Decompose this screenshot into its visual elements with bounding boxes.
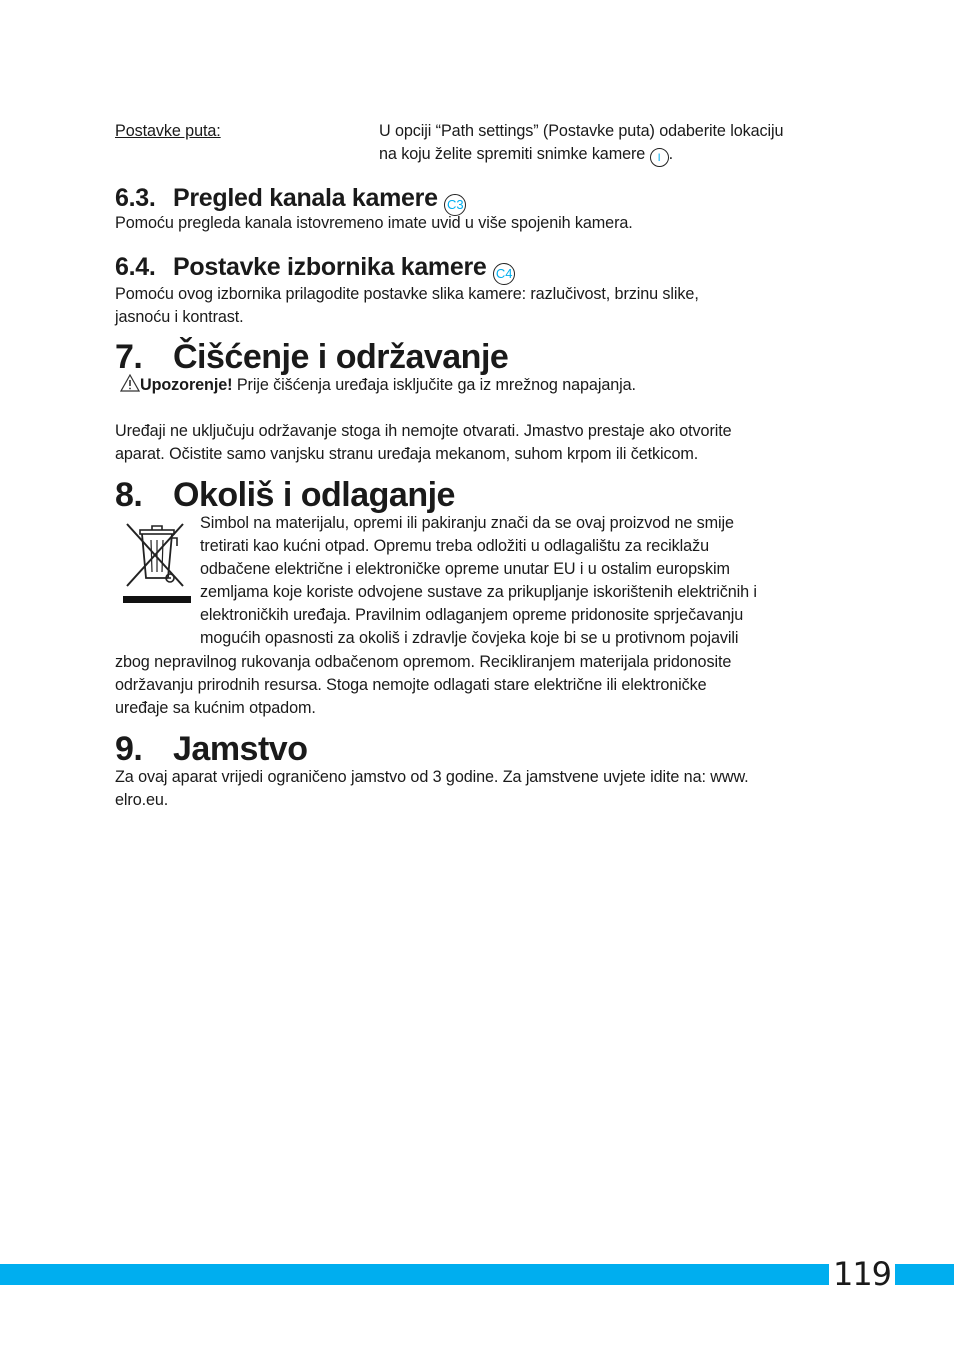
badge-i: I (650, 148, 669, 167)
section-8-line: odbačene električne i elektroničke opreme unutar EU i u ostalim europskim (200, 560, 730, 578)
section-9-body (115, 766, 749, 812)
heading-6-4-number: 6.4. (115, 253, 156, 281)
path-settings-end: . (668, 145, 674, 163)
heading-6-4 (115, 252, 515, 285)
heading-8 (115, 475, 455, 515)
section-6-4-line2: jasnoću i kontrast. (115, 308, 244, 326)
section-9-line1: Za ovaj aparat vrijedi ograničeno jamstvo od 3 godine. Za jamstvene uvjete idite na: www. (115, 768, 749, 786)
footer-bar (0, 1264, 954, 1285)
heading-6-3-title: Pregled kanala kamere (173, 184, 438, 212)
section-9-line2: elro.eu. (115, 791, 169, 809)
heading-8-number: 8. (115, 476, 143, 514)
heading-9-title: Jamstvo (173, 730, 308, 768)
section-6-4-line1: Pomoću ovog izbornika prilagodite postavke slika kamere: razlučivost, brzinu slike, (115, 285, 699, 303)
heading-9 (115, 729, 307, 769)
heading-9-number: 9. (115, 730, 143, 768)
path-settings-line2-wrap (379, 143, 849, 167)
path-settings-label: Postavke puta: (115, 122, 221, 140)
section-6-4-body (115, 283, 699, 329)
section-8-full-lines (115, 651, 731, 720)
path-settings-description (379, 120, 849, 167)
section-8-line: održavanju prirodnih resursa. Stoga nemojte odlagati stare električne ili elektroničke (115, 676, 707, 694)
heading-7-number: 7. (115, 338, 143, 376)
warning-text: Prije čišćenja uređaja isključite ga iz mrežnog napajanja. (232, 376, 636, 394)
section-8-line: Simbol na materijalu, opremi ili pakiranju znači da se ovaj proizvod ne smije (200, 514, 734, 532)
weee-crossed-bin-icon (121, 516, 193, 605)
warning-line (120, 374, 636, 397)
page-number: 119 (832, 1255, 892, 1293)
heading-8-title: Okoliš i odlaganje (173, 476, 455, 514)
section-8-line: mogućih opasnosti za okoliš i zdravlje čovjeka koje bi se u protivnom pojavili (200, 629, 739, 647)
heading-6-4-title: Postavke izbornika kamere (173, 253, 487, 281)
section-8-line: zbog nepravilnog rukovanja odbačenom opremom. Recikliranjem materijala pridonosite (115, 653, 732, 671)
section-6-3-body: Pomoću pregleda kanala istovremeno imate uvid u više spojenih kamera. (115, 214, 633, 232)
section-8-line: tretirati kao kućni otpad. Opremu treba odložiti u odlagalištu za reciklažu (200, 537, 709, 555)
section-8-line: elektroničkih uređaja. Pravilnim odlaganjem opreme pridonosite sprječavanju (200, 606, 744, 624)
badge-c3: C3 (444, 194, 466, 216)
warning-icon (120, 374, 140, 392)
path-settings-line1: U opciji “Path settings” (Postavke puta) odaberite lokaciju (379, 122, 784, 140)
section-7-line1: Uređaji ne uključuju održavanje stoga ih nemojte otvarati. Jmastvo prestaje ako otvorite (115, 422, 732, 440)
section-8-wrapped-lines (200, 512, 757, 650)
warning-label: Upozorenje! (140, 376, 233, 394)
section-7-line2: aparat. Očistite samo vanjsku stranu uređaja mekanom, suhom krpom ili četkicom. (115, 445, 699, 463)
heading-6-3-number: 6.3. (115, 184, 156, 212)
section-8-line: uređaje sa kućnim otpadom. (115, 699, 316, 717)
path-settings-line2: na koju želite spremiti snimke kamere (379, 145, 646, 163)
heading-7-title: Čišćenje i održavanje (173, 338, 509, 376)
badge-c4: C4 (493, 263, 515, 285)
heading-7 (115, 337, 508, 377)
section-7-body (115, 420, 732, 466)
section-8-line: zemljama koje koriste odvojene sustave za prikupljanje iskorištenih električnih i (200, 583, 757, 601)
